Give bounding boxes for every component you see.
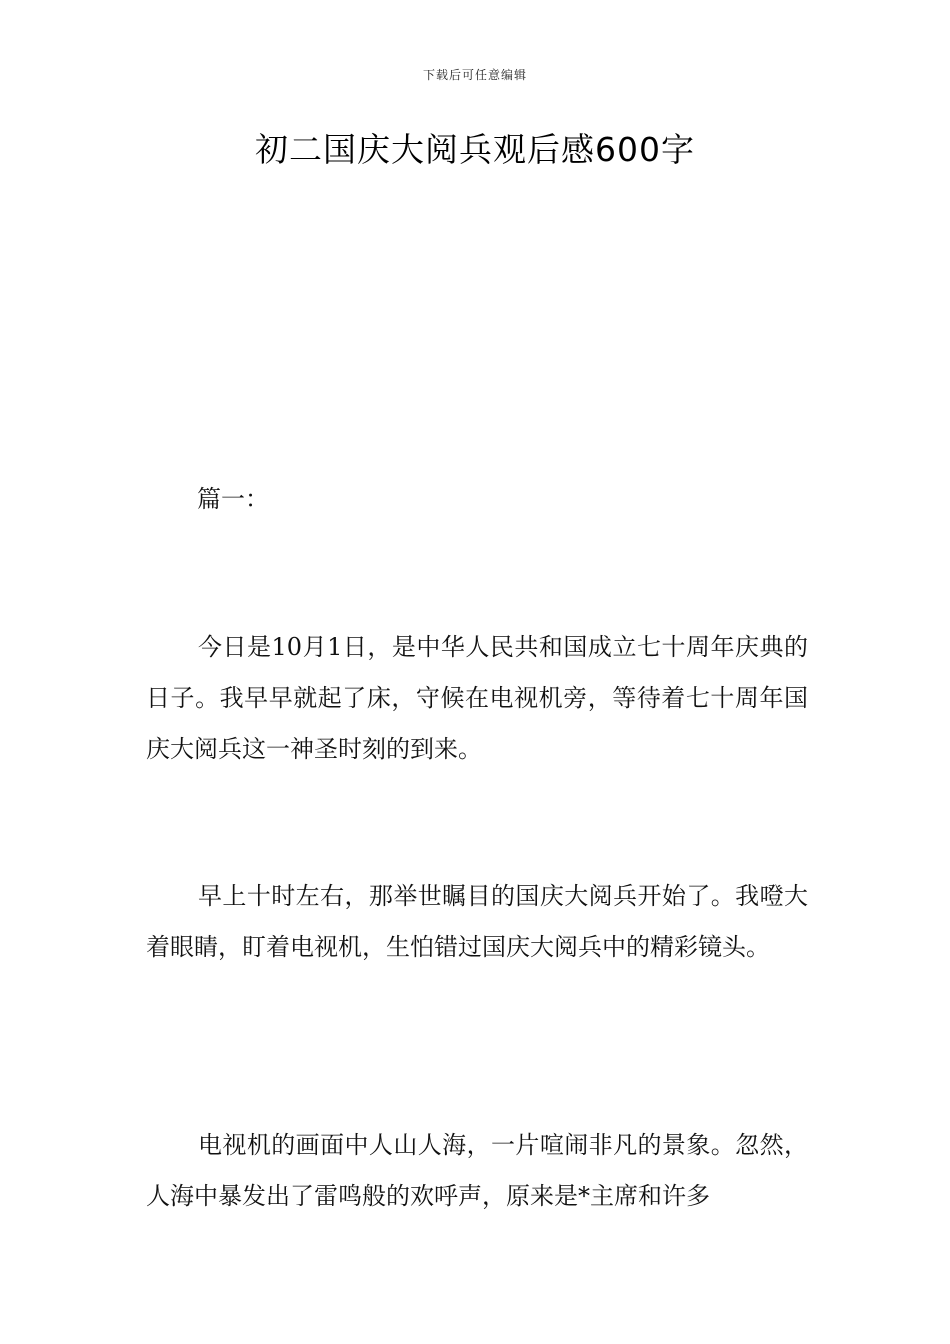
document-title: 初二国庆大阅兵观后感600字 bbox=[255, 130, 695, 169]
paragraph-1: 今日是10月1日，是中华人民共和国成立七十周年庆典的日子。我早早就起了床，守候在电视机旁，等待着七十周年国庆大阅兵这一神圣时刻的到来。 bbox=[146, 633, 808, 763]
page-header-note: 下载后可任意编辑 bbox=[422, 68, 527, 82]
section-label: 篇一： bbox=[197, 485, 269, 513]
paragraph-2: 早上十时左右，那举世瞩目的国庆大阅兵开始了。我噔大着眼睛，盯着电视机，生怕错过国庆大阅兵中的精彩镜头。 bbox=[146, 882, 808, 961]
paragraph-3: 电视机的画面中人山人海，一片喧闹非凡的景象。忽然，人海中暴发出了雷鸣般的欢呼声，原来是*主席和许多 bbox=[146, 1131, 808, 1210]
